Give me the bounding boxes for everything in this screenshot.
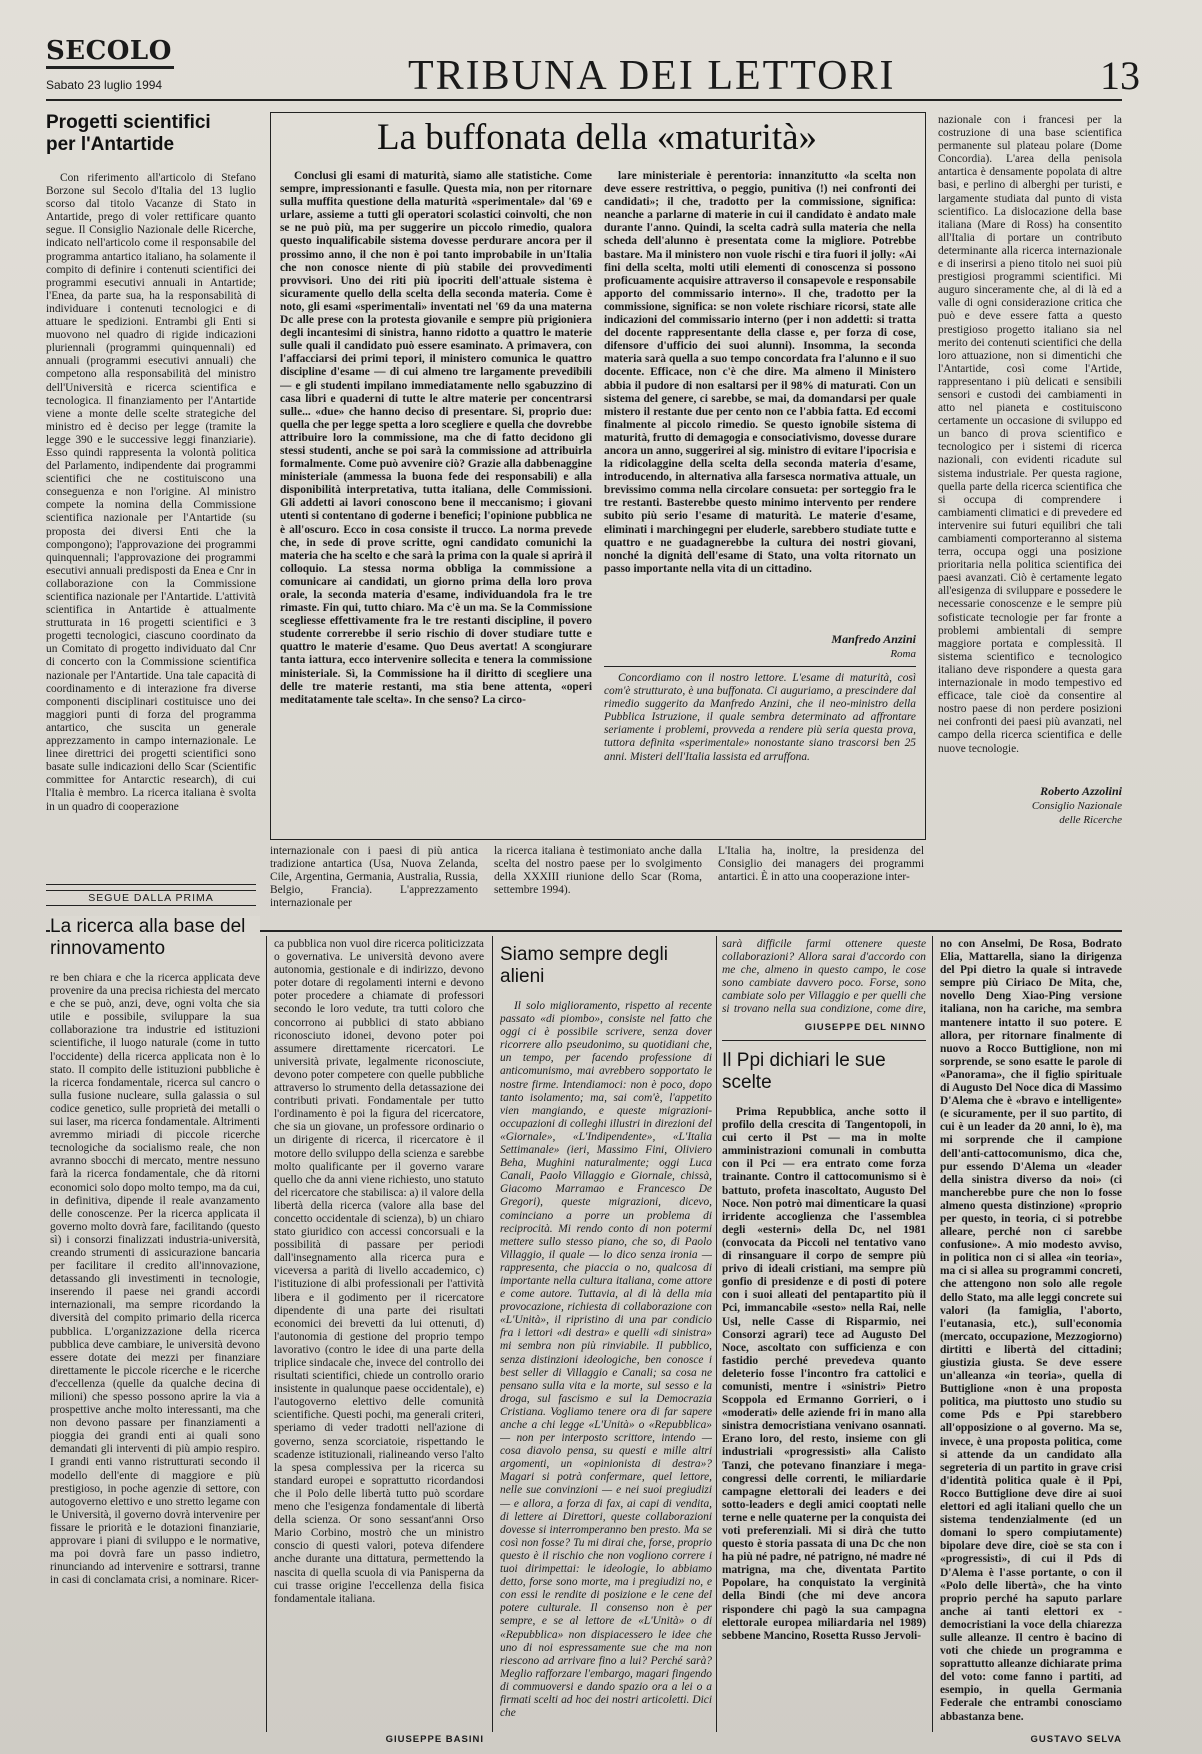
maturita-body-text-1: Conclusi gli esami di maturità, siamo alle statistiche. Come sempre, impressionanti e fasulle. Questa mia, non per ritornare sulla muffita questione della maturità «sperimentale» dal '69 e urlare, assieme a tutti gli operatori scolastici coinvolti, che non se ne può più, ma per suggerire un piccolo rimedio, qualora questo inqualificabile sistema dovesse perdurare ancora per il prossimo anno, il che non è poi tanto improbabile in un'Italia che non conosce niente di più stabile dei provvedimenti provvisori. Uno dei riti più ipocriti dell'attuale sistema è sicuramente quello della scelta della seconda materia. Come è noto, gli esami «sperimentali» inventati nel '69 da una materna Dc alle prese con la protesta giovanile e sempre più prigioniera degli incantesimi di sinistra, hanno ridotto a quattro le materie sulle quali il candidato può essere esaminato. A primavera, con l'affacciarsi dei primi tepori, il ministero comunica le quattro discipline d'esame — di cui almeno tre largamente prevedibili — e gli studenti impilano immediatamente nello sgabuzzino di casa libri e quaderni di tutte le altre materie per concentrarsi sulle... «due» che hanno deciso di presentare. Si, proprio due: quella che per legge spetta a loro scegliere e quella che dovrebbe attribuire loro la commissione, ma che di fatto decidono gli stessi studenti, anche se poi sarà la commissione ad attribuirla formalmente. Come può avvenire ciò? Grazie alla dabbenaggine ministeriale (ammessa la buona fede dei responsabili) e alla disponibilità interpretativa, tutta italiana, delle Commissioni. Gli addetti ai lavori conoscono bene il meccanismo; i giovani utenti si contentano di goderne i benefici; l'opinione pubblica ne è all'oscuro. Ecco in cosa consiste il trucco. La norma prevede che, in sede di prove scritte, ogni candidato comunichi la materia che ha scelto e che sarà la prima con la quale si aprirà il colloquio. La stessa norma obbliga la commissione a comunicare ai candidati, un giorno prima della loro prova orale, la seconda materia d'esame, individuandola fra le tre rimaste. Fin qui, tutto chiaro. Ma c'è un ma. Se la Commissione scegliesse effettivamente fra le tre restanti discipline, il povero studente correrebbe il serio rischio di dover studiare tutte e quattro le materie d'esame. Quo Deus avertat! A scongiurare tanta iattura, ecco intervenire sollecita e tenera la commissione ministeriale. Sì, la Commissione ha il diritto di scegliere una delle tre materie restanti, ma stia bene attenta, «operi meditatamente tale scelta». In che senso? La circo- bbox=[280, 170, 592, 706]
antartide-right-column bbox=[938, 114, 1122, 774]
maturita-body-text-2: lare ministeriale è perentoria: innanzitutto «la scelta non deve essere restrittiva, o peggio, punitiva (!) nei confronti dei candidati»; il che, tradotto per la commissione, significa: neanche a parlarne di materie in cui il candidato è andato male durante l'anno. Quindi, la scelta cadrà sulla materia che nella scheda dell'alunno è presentata come la migliore. Potrebbe bastare. Ma il ministero non vuole rischi e tira fuori il jolly: «Ai fini della scelta, molti utili elementi di conoscenza si possono proficuamente acquisire attraverso il consapevole e responsabile apporto del commissario interno». Il che, tradotto per la commissione, significa: se non volete rischiare ricorsi, state alle indicazioni del commissario interno (per i non addetti: si tratta del docente rappresentante della classe e, per forza di cose, difensore d'ufficio dei suoi alunni). Insomma, la seconda materia sarà quella a suo tempo concordata fra l'alunno e il suo docente. Efficace, non c'è che dire. Ma almeno il Ministero abbia il pudore di non esaltarsi per il 98% di maturati. Con un sistema del genere, ci sarebbe, se mai, da domandarsi per quale mistero il restante due per cento non ce l'abbia fatta. Ed eccomi finalmente al piccolo rimedio. Se questo ignobile sistema di maturità, frutto di demagogia e consociativismo, dovesse durare ancora un anno, suggerirei al sig. ministro di evitare l'ipocrisia e la ridicolaggine della scelta della seconda materia d'esame, introducendo, in alternativa alla farsesca normativa attuale, un brevissimo comma nella circolare consueta: per sorteggio fra le tre restanti. Basterebbe questo minimo intervento per rendere subito più serio l'esame di maturità. Le materie d'esame, eliminati i marchingegni per eluderle, sarebbero studiate tutte e quattro e ne guadagnerebbe la cultura dei nostri giovani, nonché la dignità dell'esame di Stato, una volta ritornato un passo importante nella vita di un cittadino. bbox=[604, 170, 916, 575]
antartide-continuation-2: la ricerca italiana è testimoniato anche dalla scelta del nostro paese per lo svolgimento della XXXIII riunione dello Scar (Roma, settembre 1994). bbox=[494, 845, 702, 897]
kicker-segue-dalla-prima: SEGUE DALLA PRIMA bbox=[46, 890, 256, 906]
logo-underline bbox=[46, 66, 174, 69]
ricerca-body-text-1: re ben chiara e che la ricerca applicata deve provenire da una precisa richiesta del mercato e che se può, anzi, deve, ogni volta che sia utile e possibile, sviluppare la sua collaborazione tra industrie ed istituzioni scientifiche, il luogo naturale (come in tutto l'occidente) della ricerca applicata non è lo stato. Il compito delle istituzioni pubbliche è la ricerca fondamentale, ricerca sul cancro o sulla fusione nucleare, sulla galassia o sul codice genetico, sulle proprietà dei metalli o sui laser, ma ricerca fondamentale. Altrimenti avremmo miriadi di piccole ricerche tecnologiche da socialismo reale, che non avranno sbocchi di mercato, mentre nessuno farà la ricerca fondamentale, che dà ritorni economici solo dopo molto tempo, ma da cui, in definitiva, dipende il reale avanzamento delle conoscenze. Per la ricerca applicata il governo molto dovrà fare, facilitando (questo sì) i consorzi finalizzati industria-università, creando strumenti di assicurazione bancaria per facilitare il credito all'innovazione, detassando gli investimenti in tecnologie, inserendo il paese nei grandi accordi internazionali, ma sempre ricordando la diversità del compito primario della ricerca pubblica. L'organizzazione della ricerca pubblica deve cambiare, le università devono essere dotate dei mezzi per finanziare direttamente le piccole ricerche e le ricerche d'eccellenza (quelle da qualche decina di milioni) che spesso possono aprire la via a prospettive anche molto interessanti, ma che non devono passare per finanziamenti a pioggia dei grandi enti ai quali sono demandati gli interventi di più ampio respiro. I grandi enti vanno ristrutturati secondo il modello dell'ente di maggiore e più prestigioso, in poche agenzie di settore, con autogoverno elettivo e uno stretto legame con le Università, il governo dovrà intervenire per fissare le priorità e le dotazioni finanziarie, approvare i piani di sviluppo e le normative, ma poi dovrà fare un passo indietro, rinunciando ad intervenire e sottrarsi, tranne in casi di conclamata crisi, a nominare. Ricer- bbox=[50, 972, 260, 1587]
alieni-body-text-1: Il solo miglioramento, rispetto al recente passato «di piombo», consiste nel fatto che oggi ci è possibile scrivere, senza dover ricorrere allo pseudonimo, su quotidiani che, un tempo, per facendo professione di anticomunismo, mai avrebbero sopportato le nostre firme. Intendiamoci: non è poco, dopo tanto isolamento; ma, sai com'è, l'appetito vien mangiando, e queste migrazioni-occupazioni di colleghi illustri in direzioni del «Giornale», «L'Indipendente», «L'Italia Settimanale» (ieri, Massimo Fini, Oliviero Beha, Mughini naturalmente; oggi Luca Canali, Paolo Villaggio e Giornale, chissà, Giacomo Marramao e Francesco De Gregori), queste migrazioni, dicevo, cominciano a porre un problema di reciprocità. Mi rendo conto di non potermi mettere sullo stesso piano, che so, di Paolo Villaggio, il quale — lo dico senza ironia — rappresenta, che piaccia o no, qualcosa di importante nella cultura italiana, come attore e come autore. Tuttavia, al di là della mia provocazione, richiesta di collaborazione con «L'Unità», il ripristino di una par condicio fra i lettori «di destra» e quelli «di sinistra» mi sembra non più rinviabile. Il pubblico, senza distinzioni ideologiche, ben conosce i best seller di Villaggio e Canali; sa cosa ne pensano sulla vita e la morte, sul sesso e la droga, sul fascismo e sul la Democrazia Cristiana. Vogliamo tenere ora di far sapere anche a chi legge «L'Unità» o «Repubblica» — non per interposto scrittore, intendo — cosa diavolo pensa, su questi e mille altri argomenti, un «opinionista di destra»? Magari si potrà confermare, quel lettore, nelle sue convinzioni — e nei suoi pregiudizi — e allora, a forza di fax, ai capi di vendita, di lettere ai Direttori, queste collaborazioni dovesse si interromperanno ben presto. Ma se così non fosse? Tu mi dirai che, forse, proprio questo è il rischio che non vogliono correre i tuoi dirimpettai: le ideologie, lo abbiamo detto, forse sono morte, ma i pregiudizi no, e con essi le rendite di posizione e le cene del potere culturale. Il consenso non è per sempre, e se al lettore de «L'Unità» o di «Repubblica» non dispiacessero le idee che uno di noi espressamente sue che ma non riescono ad arrivare fino a lui? Perché sarà? Meglio rafforzare l'embargo, magari fingendo di commuoversi e dando spazio ora a lei o a firmati scelti ad hoc dei nostri articoletti. Dici che bbox=[500, 1000, 712, 1720]
column-rule-2 bbox=[492, 936, 493, 1732]
issue-date: Sabato 23 luglio 1994 bbox=[46, 78, 163, 92]
alieni-body-text-2: sarà difficile farmi ottenere queste collaborazioni? Allora sarai d'accordo con me che, almeno in questo campo, le cose sono cambiate davvero poco. Forse, sono cambiate solo per Villaggio e per quelli che si trovano nella sua condizione, come dire, bbox=[722, 938, 926, 1016]
newspaper-logo: SECOLO bbox=[46, 36, 172, 66]
alieni-body-column-2 bbox=[722, 938, 926, 1016]
ppi-body-text-1: Prima Repubblica, anche sotto il profilo della crescita di Tangentopoli, in cui certo il Pst — ma in molte amministrazioni comunali in combutta con il Pci — era entrato come forza trainante. Contro il cattocomunismo si è battuto, profeta inascoltato, Augusto Del Noce. Non potrò mai dimenticare la quasi irridente accoglienza che l'assemblea degli «esterni» della Dc, nel 1981 (convocata da Piccoli nel tentativo vano di rinsanguare il corpo de sempre più privo di ideali cristiani, ma sempre più gonfio di presidenze e di posti di potere con i suoi alleati del pentapartito più il Pci, immancabile «sesto» nella Rai, nelle Usl, nelle Casse di Risparmio, nei Consorzi agrari) tece ad Augusto Del Noce, ascoltato con sufficienza e con fastidio perché prevedeva quanto deleterio fosse l'incontro fra cattolici e comunisti, mentre i «sinistri» Pietro Scoppola ed Ermanno Gorrieri, o i «moderati» delle aziende fri in mano alla sinistra democristiana venivano osannati. Erano loro, del resto, insieme con gli industriali «progressisti» alla Calisto Tanzi, che potevano finanziare i mega-congressi delle correnti, le miliardarie campagne elettorali dei leaders e dei sotto-leaders e degli amici cooptati nelle terne e nelle quaterne per la conquista dei voti preferenziali. Mi si dirà che tutto questo è storia passata di una Dc che non ha più né padre, né patrigno, né madre né matrigna, ma che, diventata Partito Popolare, ha conquistato la verginità della Bindi (che mi deve ancora rispondere chi pagò la sua campagna elettorale europea miliardaria nel 1989) sebbene Mancino, Rosetta Russo Jervoli- bbox=[722, 1106, 926, 1642]
antartide-body-text: Con riferimento all'articolo di Stefano Borzone sul Secolo d'Italia del 13 luglio scorso dal titolo Vacanze di Stato in Antartide, prego di voler rettificare quanto segue. Il Consiglio Nazionale delle Ricerche, indicato nell'articolo come il responsabile del programma antartico italiano, ha solamente il compito di definire i contenuti scientifici dei programmi esecutivi annuali in Antartide; l'Enea, da parte sua, ha la responsabilità di individuare i contenuti tecnologici e di attuare le spedizioni. Entrambi gli Enti si muovono nel quadro di rigide indicazioni pluriennali (programmi quinquennali) ed annuali (programmi esecutivi annuali) che competono alla responsabilità del ministro dell'Università e ricerca scientifica e tecnologica. Il finanziamento per l'Antartide viene a monte delle scelte strategiche del ministro ed è deciso per legge (tramite la legge 390 e le successive leggi finanziarie). Esso quindi rappresenta la volontà politica del Parlamento, indipendente dai programmi scientifici che ne costituiscono una conseguenza e non l'origine. Al ministro compete la nomina della Commissione scientifica nazionale per l'Antartide (su proposta dei diversi Enti che la compongono); l'approvazione dei programmi quinquennali; l'approvazione dei programmi esecutivi annuali predisposti da Enea e Cnr in collaborazione con la Commissione scientifica nazionale per l'Antartide. L'attività scientifica in Antartide è attualmente strutturata in 16 progetti scientifici e 3 progetti tecnologici, ciascuno coordinato da un Comitato di progetto individuato dal Cnr di concerto con la Commissione scientifica nazionale per l'Antartide. Una tale capacità di coordinamento e di interazione fra diverse componenti disciplinari costituisce uno dei maggiori punti di forza del programma antartico, che suscita un generale apprezzamento in campo internazionale. Le linee direttrici dei progetti scientifici sono basate sulle indicazioni dello Scar (Scientific committee for Antarctic research), di cui l'Italia è membro. La ricerca italiana è svolta in un quadro di cooperazione bbox=[46, 172, 256, 813]
ricerca-body-column-2 bbox=[274, 938, 484, 1728]
ppi-body-text-2: no con Anselmi, De Rosa, Bodrato Elia, Mattarella, siano la dirigenza del Ppi dietro la quale si intravede sempre più Ciriaco De Mita, che, novello Deng Xiao-Ping versione italiana, non ha cariche, ma sembra mantenere intatto il suo potere. E allora, per ritornare finalmente di nuovo a Rocco Buttiglione, non mi sorprende, se sono esatte le parole di «Panorama», che il figlio spirituale di Augusto Del Noce dica di Massimo D'Alema che è «bravo e intelligente» (e sicuramente, per il suo partito, di cui è un leader da 20 anni, lo è), ma mi sorprende che il campione dell'anti-cattocomunismo, dica che, pur essendo D'Alema un «leader della sinistra diverso da noi» (ci mancherebbe pure che non lo fosse almeno questa distinzione) «proprio per questo, in teoria, ci si potrebbe alleare, perché non ci sarebbe confusione». A mio modesto avviso, in politica non ci si allea «in teoria», ma ci si allea su programmi concreti, che attengono non solo alle regole dello Stato, ma alle leggi concrete sui valori (la famiglia, l'aborto, l'eutanasia, etc.), sull'economia (mercato, occupazione, Mezzogiorno) dirtitti e libertà del cittadini; giustizia giusta. Se deve essere un'alleanza «in teoria», quella di Buttiglione «non è una proposta politica, ma piuttosto uno studio su come Pds e Ppi starebbero all'opposizione o al governo. Ma se, invece, è una proposta politica, come si attende da un candidato alla segreteria di un partito in grave crisi d'identità politica quale è il Ppi, Rocco Buttiglione deve dire ai suoi elettori ed agli italiani quello che un sistema tendenzialmente (ed un domani lo spero compiutamente) bipolare deve dire, cioè se sta con i «progressisti», di cui il Pds di D'Alema è l'asse portante, o con il «Polo delle libertà», che ha vinto proprio perché ha saputo parlare anche ai tanti elettori ex - democristiani la voce della chiarezza sulle alleanze. Il centro è bacino di voti che chiede un programma e soprattutto alleanze dichiarate prima del voto: come fanno i partiti, ad esempio, in quella Germania Federale che entrambi conosciamo abbastanza bene. bbox=[940, 938, 1122, 1723]
alieni-byline: GIUSEPPE DEL NINNO bbox=[804, 1022, 926, 1033]
maturita-reply-text: Concordiamo con il nostro lettore. L'esame di maturità, così com'è strutturato, è una buffonata. Ci auguriamo, a prescindere dal rimedio suggerito da Manfredo Anzini, che il neo-ministro della Pubblica Istruzione, il quale sembra determinato ad affrontare seriamente i problemi, provveda a rendere più seria questa prova, tuttora definita «sperimentale» nonostante siano trascorsi ben 25 anni. Misteri dell'Italia lassista ed arruffona. bbox=[604, 672, 916, 763]
antartide-body-column bbox=[46, 172, 256, 862]
antartide-right-text: nazionale con i francesi per la costruzione di una base scientifica permanente sul plateau polare (Dome Concordia). L'area della penisola antartica è densamente popolata di altre basi, e perlino di alberghi per turisti, e largamente studiata dal punto di vista scientifico. La dislocazione della base italiana (Mare di Ross) ha consentito all'Italia di portare un contributo determinante alla ricerca internazionale e di inserirsi a pieno titolo nei suoi più prestigiosi programmi scientifici. Mi auguro sinceramente che, al di là ed a valle di ogni considerazione critica che può e deve essere fatta a questo prestigioso progetto italiano sia nel merito dei contenuti scientifici che della loro attuazione, non si dimentichi che l'Antartide, così come l'Artide, rappresentano i più delicati e sensibili sensori e custodi dei cambiamenti in atto nel pianeta e costituiscono certamente un occasione di sviluppo ed un banco di prova scientifico e tecnologico per i sistemi di ricerca nazionali, con evidenti ricadute sul sistema industriale. Per questa ragione, quella parte della ricerca scientifica che si occupa di comprendere i cambiamenti climatici e di prevedere ed intervenire sui futuri equilibri che tali cambiamenti comporteranno al sistema terra, occupa oggi una posizione prioritaria nella politica scientifica dei paesi avanzati. Ciò è certamente legato all'esigenza di sviluppare e possedere le necessarie conoscenze e le sempre più sofisticate tecnologie per far fronte a problemi ambientali di sempre maggiore portata e complessità. Il sistema scientifico e tecnologico italiano deve rispondere a questa gara internazionale in modo tempestivo ed efficace, tale cioè da consentire al nostro paese di non perdere posizioni nei confronti dei paesi più avanzati, nel campo della ricerca scientifica e delle nuove tecnologie. bbox=[938, 114, 1122, 755]
maturita-signature: Manfredo Anzini bbox=[831, 632, 916, 646]
ppi-byline: GUSTAVO SELVA bbox=[1030, 1734, 1122, 1745]
headline-ppi: Il Ppi dichiari le sue scelte bbox=[722, 1050, 886, 1093]
section-title: TRIBUNA DEI LETTORI bbox=[408, 53, 896, 99]
ricerca-body-column-1 bbox=[50, 972, 260, 1730]
reply-rule bbox=[604, 666, 916, 667]
maturita-body-column-2 bbox=[604, 170, 916, 628]
ppi-body-column-1 bbox=[722, 1106, 926, 1730]
ricerca-byline: GIUSEPPE BASINI bbox=[385, 1734, 484, 1745]
maturita-body-column-1 bbox=[280, 170, 592, 828]
ppi-body-column-2 bbox=[940, 938, 1122, 1728]
maturita-reply-column bbox=[604, 672, 916, 830]
antartide-continuation-3: L'Italia ha, inoltre, la presidenza del Consiglio dei managers dei programmi antartici. È in atto una cooperazione inter- bbox=[718, 845, 924, 884]
lower-left-rule bbox=[46, 884, 256, 885]
ppi-top-rule bbox=[722, 1040, 926, 1041]
headline-alieni: Siamo sempre degli alieni bbox=[500, 944, 668, 987]
antartide-continuation-1: internazionale con i paesi di più antica tradizione antartica (Usa, Nuova Zelanda, Cile, Argentina, Germania, Australia, Russia, Belgio, Francia). L'apprezzamento internazionale per bbox=[270, 845, 478, 910]
headline-maturita: La buffonata della «maturità» bbox=[376, 117, 818, 158]
antartide-signature-role-2: delle Ricerche bbox=[1059, 814, 1122, 826]
column-rule-1 bbox=[266, 936, 267, 1732]
masthead-rule bbox=[46, 99, 1122, 101]
maturita-signature-city: Roma bbox=[890, 648, 916, 660]
headline-ricerca: La ricerca alla base del rinnovamento bbox=[50, 916, 260, 960]
page-number: 13 bbox=[1100, 53, 1140, 98]
antartide-signature-role-1: Consiglio Nazionale bbox=[1031, 800, 1122, 812]
antartide-signature: Roberto Azzolini bbox=[1040, 784, 1122, 798]
column-rule-4 bbox=[932, 936, 933, 1732]
ricerca-body-text-2: ca pubblica non vuol dire ricerca politicizzata o governativa. Le università devono avere autonomia, gestionale e di indirizzo, devono poter dotare di regolamenti interni e devono poter procedere a chiamate di professori secondo le loro vedute, tra tutti coloro che concorrono ai pubblici di stato abbiano riconosciuto idonei, devono poter poi assumere direttamente ricercatori. Le università private, legalmente riconosciute, devono poter competere con quelle pubbliche attraverso lo strumento della detassazione dei contributi privati. Fondamentale per tutto l'ordinamento è poi la figura del ricercatore, che sia un giovane, un professore ordinario o un dirigente di ricerca, il ricercatore è il motore dello sviluppo della scienza e sarebbe molto qualificante per il governo varare quello che da anni viene richiesto, uno statuto del ricercatore che stabilisca: a) il valore della libertà della ricerca (valore alla base del concetto occidentale di scienza), b) un chiaro stato giuridico con accessi concorsuali e la possibilità di passare per periodi dall'insegnamento alla ricerca pura e viceversa a parità di livello accademico, c) l'istituzione di albi professionali per l'attività libera e il godimento per il ricercatore dipendente di una parte dei risultati economici dei brevetti da lui ottenuti, d) l'autonomia di gestione del proprio tempo lavorativo (contro le idee di una parte della triplice sindacale che, invece del controllo dei risultati scientifici, chiede un controllo orario insistente in qualunque paese occidentale), e) l'autogoverno elettivo delle comunità scientifiche. Questi pochi, ma generali criteri, speriamo di veder tradotti nell'azione di governo, senza scorciatoie, rispettando le scadenze istituzionali, rialineando verso l'alto la spesa complessiva per la ricerca su standard europei e soprattutto ricordandosi che il Polo delle libertà tutto può scordare meno che l'esigenza fondamentale di libertà della scienza. Or sono sessant'anni Orso Mario Corbino, mostrò che un ministro conscio di questi valori, poteva difendere anche durante una dittatura, permettendo la nascita di quella scuola di via Panisperna da cui trasse origine l'eccellenza della fisica fondamentale italiana. bbox=[274, 938, 484, 1605]
column-rule-3 bbox=[716, 936, 717, 1732]
alieni-body-column-1 bbox=[500, 1000, 712, 1728]
headline-antartide: Progetti scientifici per l'Antartide bbox=[46, 112, 211, 155]
